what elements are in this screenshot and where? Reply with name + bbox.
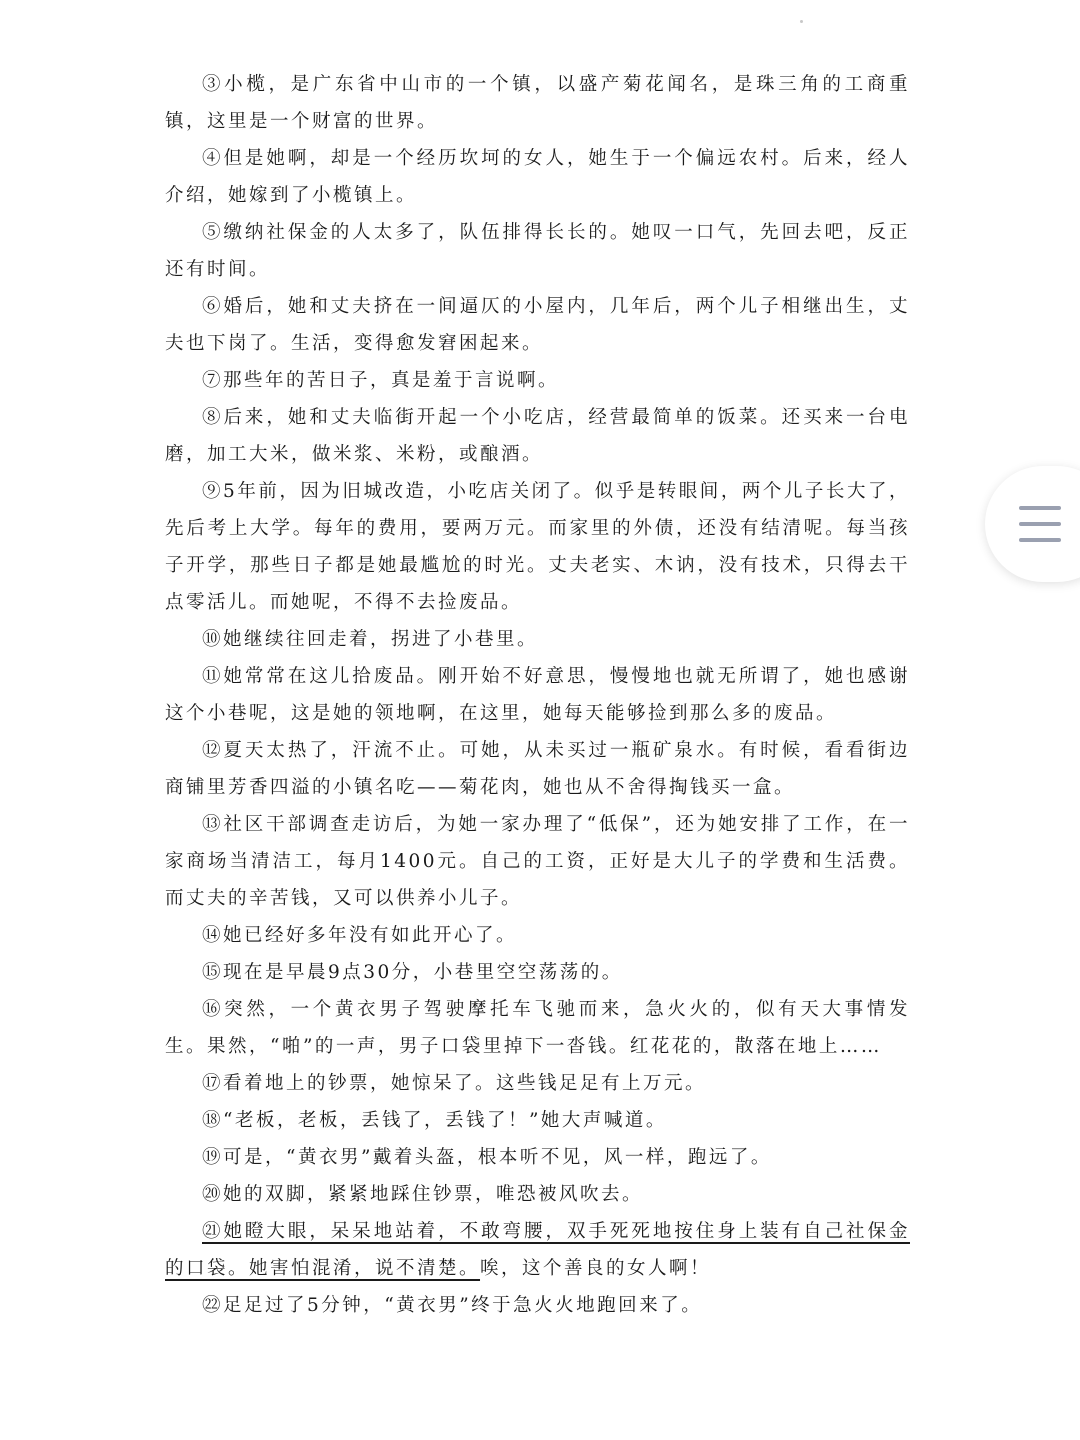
underlined-sentence: ㉑她瞪大眼，呆呆地站着，不敢弯腰，双手死死地按住身上装有自己社保金的口袋。她害怕混淆，说不清楚。 xyxy=(165,1221,910,1279)
paragraph-21-tail: 唉，这个善良的女人啊！ xyxy=(480,1258,712,1279)
paragraph-7: ⑦那些年的苦日子，真是羞于言说啊。 xyxy=(202,370,560,391)
paragraph-19: ⑲可是，“黄衣男”戴着头盔，根本听不见，风一样，跑远了。 xyxy=(202,1147,772,1168)
paragraph-20: ⑳她的双脚，紧紧地踩住钞票，唯恐被风吹去。 xyxy=(202,1184,644,1205)
paragraph-13: ⑬社区干部调查走访后，为她一家办理了“低保”，还为她安排了工作，在一家商场当清洁工，每月1400元。自己的工资，正好是大儿子的学费和生活费。而丈夫的辛苦钱，又可以供养小儿子。 xyxy=(165,814,910,909)
paragraph-18: ⑱“老板，老板，丢钱了，丢钱了！”她大声喊道。 xyxy=(202,1110,667,1131)
paragraph-9: ⑨5年前，因为旧城改造，小吃店关闭了。似乎是转眼间，两个儿子长大了，先后考上大学。每年的费用，要两万元。而家里的外债，还没有结清呢。每当孩子开学，那些日子都是她最尴尬的时光。丈夫老实、木讷，没有技术，只得去干点零活儿。而她呢，不得不去捡废品。 xyxy=(165,481,910,613)
scan-speck xyxy=(800,20,803,23)
paragraph-14: ⑭她已经好多年没有如此开心了。 xyxy=(202,925,518,946)
paragraph-11: ⑪她常常在这儿拾废品。刚开始不好意思，慢慢地也就无所谓了，她也感谢这个小巷呢，这是她的领地啊，在这里，她每天能够捡到那么多的废品。 xyxy=(165,666,910,724)
paragraph-10: ⑩她继续往回走着，拐进了小巷里。 xyxy=(202,629,539,650)
paragraph-15: ⑮现在是早晨9点30分，小巷里空空荡荡的。 xyxy=(202,962,623,983)
paragraph-5: ⑤缴纳社保金的人太多了，队伍排得长长的。她叹一口气，先回去吧，反正还有时间。 xyxy=(165,222,910,280)
paragraph-12: ⑫夏天太热了，汗流不止。可她，从未买过一瓶矿泉水。有时候，看看街边商铺里芳香四溢的小镇名吃——菊花肉，她也从不舍得掏钱买一盒。 xyxy=(165,740,910,798)
menu-icon xyxy=(1019,506,1061,544)
paragraph-8: ⑧后来，她和丈夫临街开起一个小吃店，经营最简单的饭菜。还买来一台电磨，加工大米，做米浆、米粉，或酿酒。 xyxy=(165,407,910,465)
paragraph-4: ④但是她啊，却是一个经历坎坷的女人，她生于一个偏远农村。后来，经人介绍，她嫁到了小榄镇上。 xyxy=(165,148,910,206)
paragraph-17: ⑰看着地上的钞票，她惊呆了。这些钱足足有上万元。 xyxy=(202,1073,707,1094)
floating-menu-button[interactable] xyxy=(985,466,1080,582)
article-body xyxy=(165,66,910,1324)
paragraph-6: ⑥婚后，她和丈夫挤在一间逼仄的小屋内，几年后，两个儿子相继出生，丈夫也下岗了。生活，变得愈发窘困起来。 xyxy=(165,296,910,354)
paragraph-16: ⑯突然，一个黄衣男子驾驶摩托车飞驰而来，急火火的，似有天大事情发生。果然，“啪”的一声，男子口袋里掉下一沓钱。红花花的，散落在地上…… xyxy=(165,999,910,1057)
paragraph-21 xyxy=(165,1213,910,1287)
paragraph-22: ㉒足足过了5分钟，“黄衣男”终于急火火地跑回来了。 xyxy=(202,1295,703,1316)
paragraph-3: ③小榄，是广东省中山市的一个镇，以盛产菊花闻名，是珠三角的工商重镇，这里是一个财富的世界。 xyxy=(165,74,910,132)
